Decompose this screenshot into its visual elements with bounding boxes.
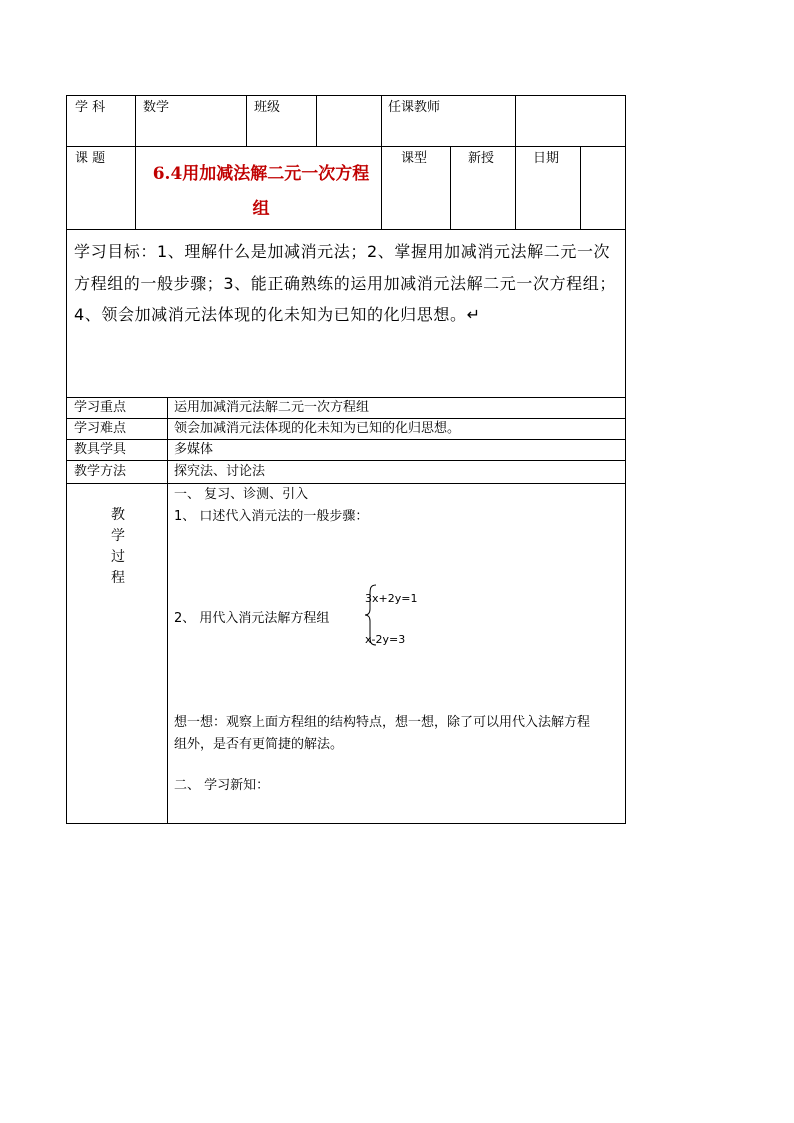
subject-value: 数学 bbox=[143, 100, 170, 115]
difficulty-value-cell bbox=[167, 418, 626, 440]
key-point-value: 运用加减消元法解二元一次方程组 bbox=[174, 400, 370, 415]
review-heading: 一、 复习、诊测、引入 bbox=[174, 487, 309, 502]
date-label: 日期 bbox=[533, 151, 560, 166]
process-label: 教 学 过 程 bbox=[111, 507, 125, 586]
difficulty-label-cell bbox=[66, 418, 168, 440]
type-label: 课型 bbox=[401, 151, 428, 166]
tools-label: 教具学具 bbox=[74, 442, 127, 457]
topic-label-cell bbox=[66, 146, 136, 230]
tools-value-cell bbox=[167, 439, 626, 461]
think-line-1: 想一想：观察上面方程组的结构特点，想一想，除了可以用代入法解方程 bbox=[174, 715, 591, 730]
tools-value: 多媒体 bbox=[174, 442, 214, 457]
process-content-cell bbox=[167, 483, 626, 824]
method-label: 教学方法 bbox=[74, 464, 127, 479]
key-point-label-cell bbox=[66, 397, 168, 419]
difficulty-value: 领会加减消元法体现的化未知为已知的化归思想。 bbox=[174, 421, 461, 436]
date-value-cell bbox=[580, 146, 626, 230]
topic-title-cell bbox=[135, 146, 382, 230]
key-point-value-cell bbox=[167, 397, 626, 419]
class-label: 班级 bbox=[254, 100, 281, 115]
learning-goals: 学习目标：1、理解什么是加减消元法；2、掌握用加减消元法解二元一次方程组的一般步骤；3、能正确熟练的运用加减消元法解二元一次方程组；4、领会加减消元法体现的化未知为已知的化归思想。↵ bbox=[74, 242, 616, 324]
equation-2: x-2y=3 bbox=[365, 633, 406, 646]
teacher-value-cell bbox=[515, 95, 626, 147]
type-value: 新授 bbox=[468, 151, 495, 166]
lesson-title: 6.4用加减法解二元一次方程组 bbox=[152, 164, 370, 219]
date-label-cell bbox=[515, 146, 581, 230]
subject-label-cell bbox=[66, 95, 136, 147]
topic-label: 课 题 bbox=[75, 151, 106, 166]
think-line-2: 组外，是否有更简捷的解法。 bbox=[174, 737, 344, 752]
method-value: 探究法、讨论法 bbox=[174, 464, 266, 479]
method-value-cell bbox=[167, 460, 626, 484]
new-knowledge-heading: 二、 学习新知： bbox=[174, 778, 270, 793]
subject-label: 学 科 bbox=[75, 100, 106, 115]
class-value-cell bbox=[316, 95, 382, 147]
subject-value-cell bbox=[135, 95, 247, 147]
review-item-2: 2、 用代入消元法解方程组 bbox=[174, 611, 330, 626]
review-item-1: 1、 口述代入消元法的一般步骤： bbox=[174, 509, 369, 524]
tools-label-cell bbox=[66, 439, 168, 461]
class-label-cell bbox=[246, 95, 317, 147]
type-value-cell bbox=[450, 146, 516, 230]
teacher-label: 任课教师 bbox=[388, 100, 441, 115]
type-label-cell bbox=[381, 146, 451, 230]
teacher-label-cell bbox=[381, 95, 516, 147]
equation-1: 3x+2y=1 bbox=[365, 592, 418, 605]
key-point-label: 学习重点 bbox=[74, 400, 127, 415]
difficulty-label: 学习难点 bbox=[74, 421, 127, 436]
method-label-cell bbox=[66, 460, 168, 484]
